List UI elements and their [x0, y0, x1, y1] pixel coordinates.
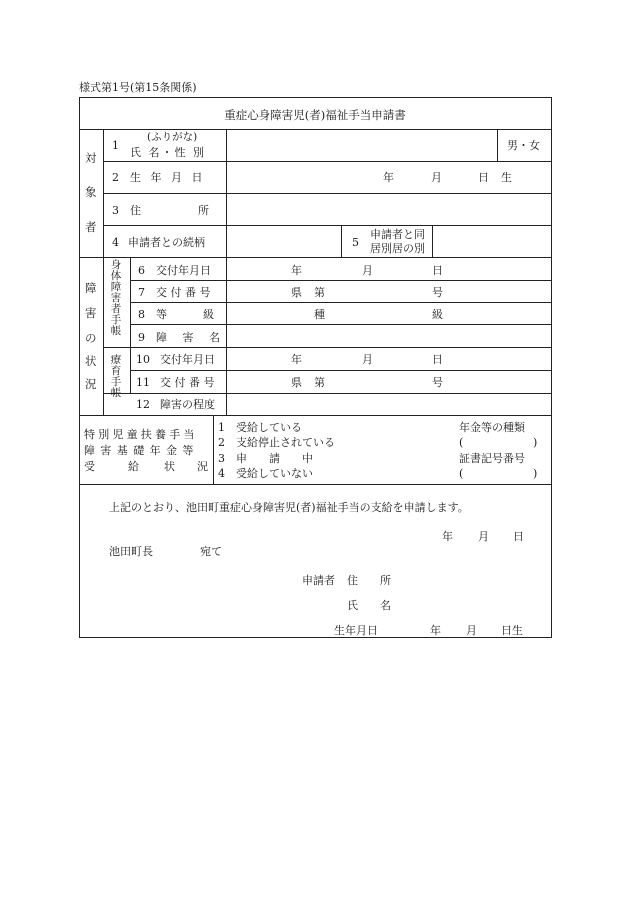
- grade-field[interactable]: [227, 303, 550, 324]
- row-number: 11: [136, 376, 150, 389]
- certificate-number-label: 証書記号番号: [459, 452, 525, 465]
- applicant-address-field[interactable]: [400, 571, 545, 589]
- row-number: 3: [112, 204, 119, 217]
- dob-month-unit: 月: [431, 171, 442, 184]
- pension-label-3c: 状: [164, 460, 175, 473]
- address-field[interactable]: [227, 194, 550, 225]
- row-number: 8: [138, 308, 145, 321]
- rehabilitation-handbook-label: 療育手帳: [110, 354, 122, 400]
- year-unit: 年: [291, 264, 302, 277]
- form-title: 重症心身障害児(者)福祉手当申請書: [224, 108, 406, 122]
- month-unit: 月: [362, 353, 373, 366]
- applicant-label: 申請者: [302, 574, 335, 587]
- pension-label-3d: 況: [197, 460, 208, 473]
- rehab-issue-number-field[interactable]: [227, 371, 550, 393]
- pension-type-paren-open: (: [459, 436, 464, 449]
- name-gender-label: 氏 名・性 別: [130, 146, 206, 159]
- row-number: 6: [138, 264, 145, 277]
- day-unit: 日: [432, 353, 443, 366]
- row-number: 10: [136, 353, 150, 366]
- applicant-address-label: 住 所: [347, 574, 391, 587]
- applicant-birth-month-unit: 月: [466, 624, 477, 637]
- cohabitation-label-2: 居別居の別: [370, 242, 425, 255]
- applicant-name-label: 氏 名: [347, 599, 391, 612]
- row-number: 9: [138, 331, 145, 344]
- applicant-birthdate-label: 生年月日: [334, 624, 378, 637]
- dob-sei-unit: 生: [501, 171, 512, 184]
- day-unit: 日: [432, 264, 443, 277]
- row-number: 12: [136, 398, 150, 411]
- issue-number-label: 交 付 番 号: [156, 286, 211, 299]
- declaration-day-unit: 日: [513, 530, 524, 543]
- pension-type-field[interactable]: [466, 434, 532, 450]
- row-number: 2: [112, 171, 119, 184]
- gender-choice[interactable]: 男・女: [507, 139, 540, 152]
- dob-day-unit: 日: [478, 171, 489, 184]
- pension-option[interactable]: 2 支給停止されている: [218, 436, 335, 449]
- relationship-field[interactable]: [227, 226, 340, 257]
- disability-name-label: 障 害 名: [156, 331, 226, 344]
- issue-number-field[interactable]: [227, 281, 550, 302]
- cohabitation-field[interactable]: [433, 226, 550, 257]
- addressee: 池田町長: [109, 545, 153, 558]
- pension-type-label: 年金等の種類: [459, 421, 525, 434]
- declaration-year-unit: 年: [442, 530, 453, 543]
- year-unit: 年: [291, 353, 302, 366]
- month-unit: 月: [362, 264, 373, 277]
- issue-number-label: 交 付 番 号: [160, 376, 215, 389]
- rehab-issue-date-field[interactable]: [227, 348, 550, 370]
- pension-type-paren-close: ): [533, 436, 538, 449]
- cohabitation-label-1: 申請者と同: [370, 228, 425, 241]
- pension-option[interactable]: 1 受給している: [218, 421, 302, 434]
- row-number: 7: [138, 286, 145, 299]
- issue-date-label: 交付年月日: [160, 353, 215, 366]
- prefecture-unit: 県: [291, 376, 302, 389]
- row-number: 4: [112, 236, 119, 249]
- number-suffix: 号: [432, 376, 443, 389]
- declaration-text: 上記のとおり、池田町重症心身障害児(者)福祉手当の支給を申請します。: [109, 501, 469, 514]
- grade-label-1: 等: [156, 308, 167, 321]
- addressee-suffix: 宛て: [200, 545, 222, 558]
- relationship-label: 申請者との続柄: [128, 236, 205, 249]
- pension-label-2: 障害基礎年金等: [84, 444, 199, 457]
- disability-name-field[interactable]: [227, 325, 550, 347]
- applicant-name-field[interactable]: [400, 596, 545, 614]
- pension-option[interactable]: 4 受給していない: [218, 467, 313, 480]
- type-unit: 種: [314, 308, 325, 321]
- pension-label-3: 受: [84, 460, 95, 473]
- degree-field[interactable]: [227, 394, 550, 415]
- applicant-birth-day-unit: 日生: [501, 624, 523, 637]
- number-prefix: 第: [314, 286, 325, 299]
- certificate-paren-open: (: [459, 467, 464, 480]
- pension-label-3b: 給: [128, 460, 139, 473]
- certificate-number-field[interactable]: [466, 465, 532, 481]
- dob-year-unit: 年: [383, 171, 394, 184]
- number-suffix: 号: [432, 286, 443, 299]
- physical-disability-handbook-label: 身体障害者手帳: [110, 259, 122, 338]
- number-prefix: 第: [314, 376, 325, 389]
- declaration-month-unit: 月: [478, 530, 489, 543]
- issue-date-label: 交付年月日: [156, 264, 211, 277]
- issue-date-field[interactable]: [227, 258, 550, 280]
- applicant-birth-year-unit: 年: [430, 624, 441, 637]
- pension-option[interactable]: 3 申 請 中: [218, 452, 313, 465]
- grade-label-2: 級: [203, 308, 214, 321]
- address-label-2: 所: [198, 204, 209, 217]
- grade-unit: 級: [432, 308, 443, 321]
- certificate-paren-close: ): [533, 467, 538, 480]
- furigana-label: (ふりがな): [147, 131, 198, 143]
- degree-label: 障害の程度: [160, 398, 215, 411]
- row-number: 5: [352, 236, 359, 249]
- row-number: 1: [112, 139, 119, 152]
- prefecture-unit: 県: [291, 286, 302, 299]
- dob-label: 生 年 月 日: [130, 171, 206, 184]
- address-label-1: 住: [130, 204, 141, 217]
- pension-label-1: 特別児童扶養手当: [84, 428, 198, 441]
- form-number: 様式第1号(第15条関係): [79, 81, 197, 94]
- name-field[interactable]: [227, 130, 496, 161]
